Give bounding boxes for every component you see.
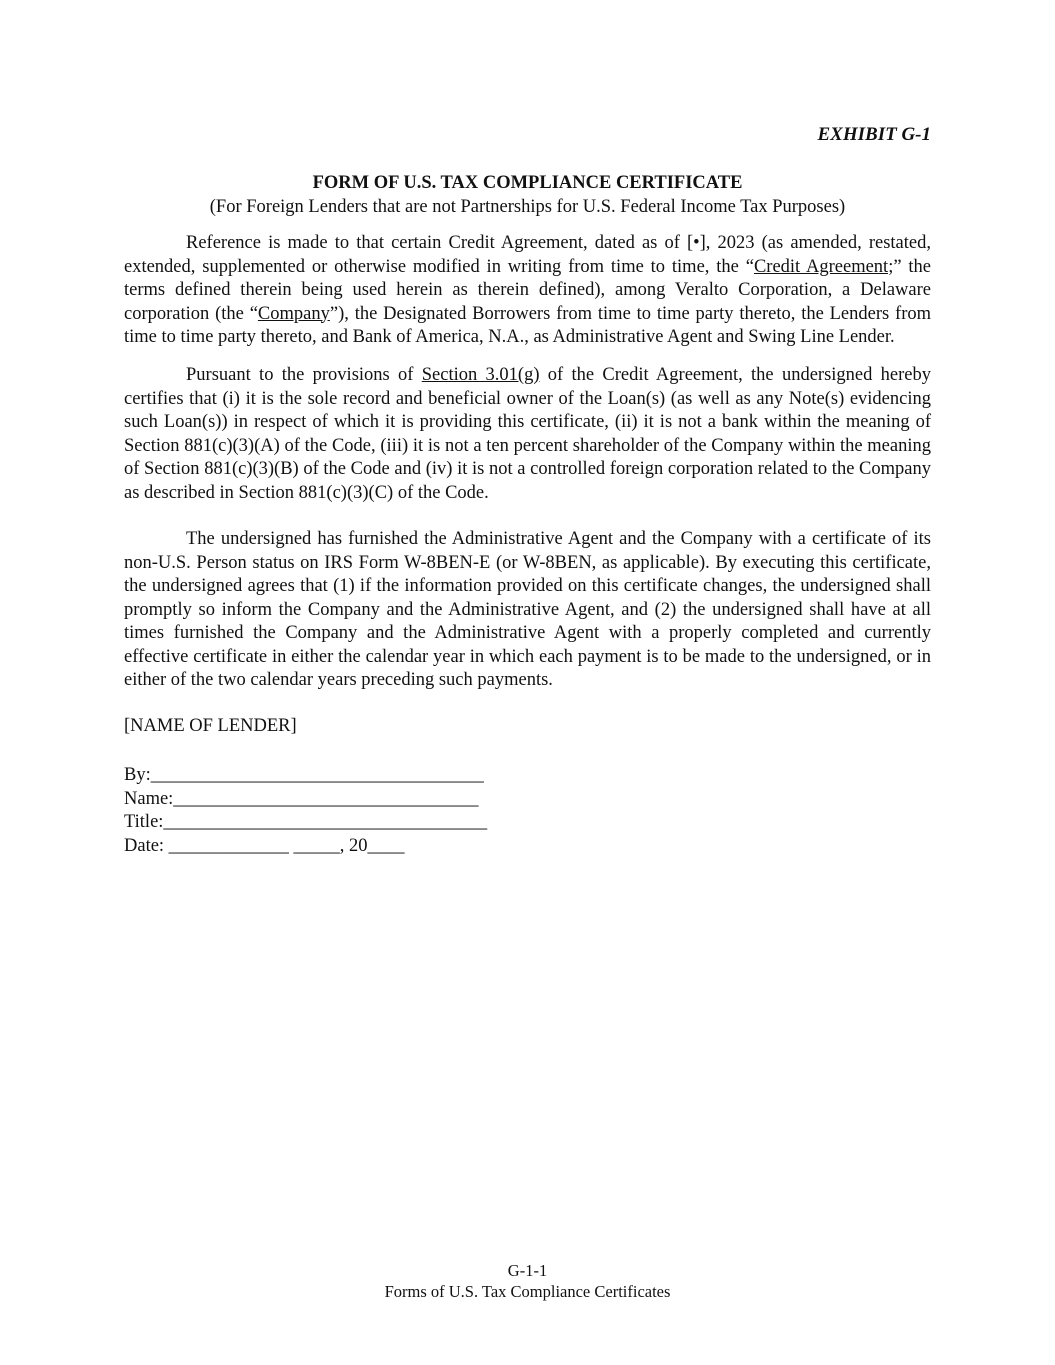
paragraph-undertaking	[124, 528, 931, 693]
paragraph-reference	[124, 232, 931, 350]
footer-caption: Forms of U.S. Tax Compliance Certificates	[384, 1282, 671, 1301]
signature-by-line: By:____________________________________	[124, 765, 484, 785]
defined-term-credit-agreement: Credit Agreement;	[753, 256, 894, 277]
paragraph-text: ”), the Designated Borrowers from time to time party thereto, the Lenders from time to time party thereto, and Bank of America, N.A., as Administrative Agent and Swing Line Lender.	[124, 303, 932, 347]
paragraph-text: of the Credit Agreement, the undersigned hereby certifies that (i) it is the sole record and beneficial owner of the Loan(s) (as well as any Note(s) evidencing such Loan(s)) in respect of which it is providing this certificate, (ii) it is not a bank within the meaning of Section 881(c)(3)(A) of the Code, (iii) it is not a ten percent shareholder of the Company within the meaning of Section 881(c)(3)(B) of the Code and (iv) it is not a controlled foreign corporation related to the Company as described in Section 881(c)(3)(C) of the Code.	[124, 365, 932, 503]
document-title: FORM OF U.S. TAX COMPLIANCE CERTIFICATE	[312, 173, 743, 193]
signature-block	[124, 764, 487, 858]
signature-name-line: Name:_________________________________	[124, 788, 479, 809]
defined-term-company: Company	[257, 303, 330, 324]
page-number: G-1-1	[507, 1261, 548, 1280]
signature-title-line: Title:___________________________________	[124, 812, 488, 832]
paragraph-text: Pursuant to the provisions of	[186, 365, 422, 385]
paragraph-certification	[124, 364, 931, 505]
section-reference: Section 3.01(g)	[421, 365, 540, 385]
paragraph-text: The undersigned has furnished the Administrative Agent and the Company with a certificate of its non-U.S. Person status on IRS Form W-8BEN-E (or W-8BEN, as applicable). By executing this certificate, the undersigned agrees that (1) if the information provided on this certificate changes, the undersigned shall promptly so inform the Company and the Administrative Agent, and (2) the undersigned shall have at all times furnished the Company and the Administrative Agent with a properly completed and currently effective certificate in either the calendar year in which each payment is to be made to the undersigned, or in either of the two calendar years preceding such payments.	[124, 529, 931, 690]
document-subtitle: (For Foreign Lenders that are not Partnerships for U.S. Federal Income Tax Purposes)	[209, 197, 846, 217]
lender-name-placeholder: [NAME OF LENDER]	[124, 716, 297, 736]
exhibit-label: EXHIBIT G-1	[817, 124, 931, 145]
signature-date-line: Date: _____________ _____, 20____	[124, 835, 405, 856]
paragraph-text: ” the terms defined therein being used herein as therein defined), among Veralto Corporation, a Delaware corporation (the “	[124, 256, 932, 324]
paragraph-text: Reference is made to that certain Credit Agreement, dated as of [•], 2023 (as amended, restated, extended, supplemented or otherwise modified in writing from time to time, the “	[124, 233, 931, 277]
